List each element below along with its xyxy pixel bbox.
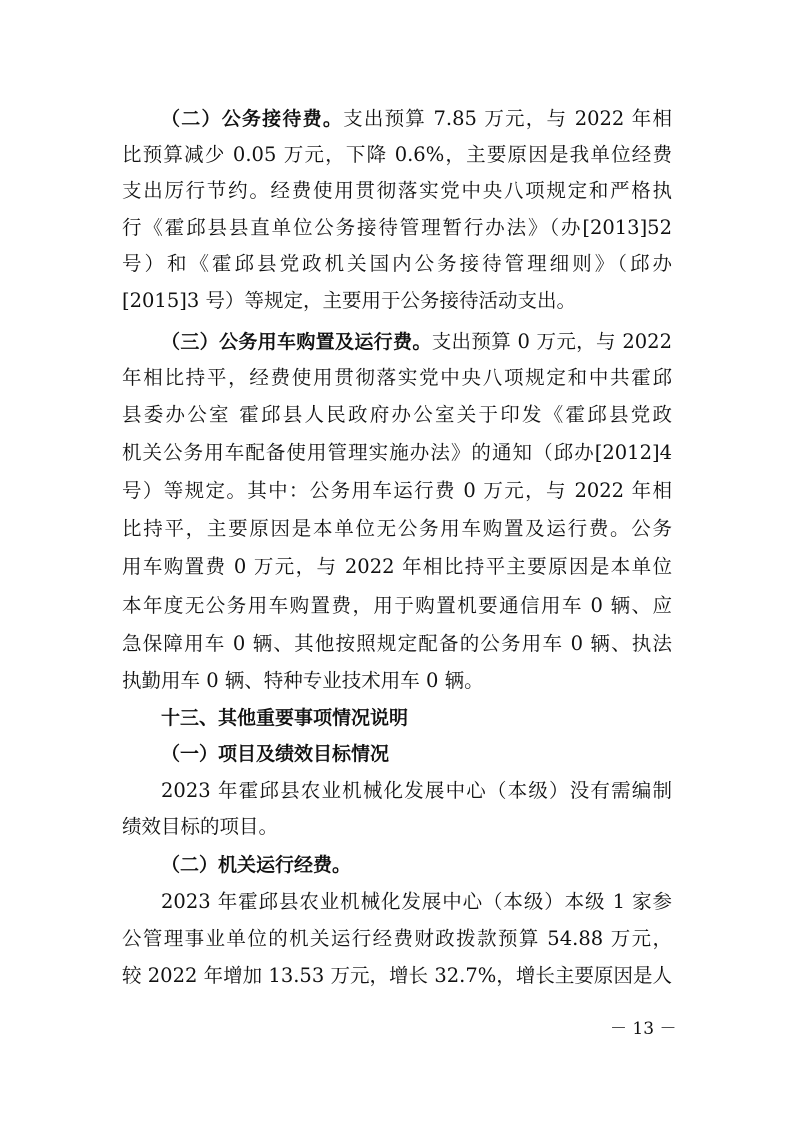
- subsection-heading: （一）项目及绩效目标情况: [161, 743, 390, 765]
- subsection-heading: （二）机关运行经费。: [161, 854, 352, 876]
- paragraph-line: 急保障用车 0 辆、其他按照规定配备的公务用车 0 辆、执法: [122, 632, 672, 655]
- paragraph-line: 年相比持平，经费使用贯彻落实党中央八项规定和中共霍邱: [122, 366, 672, 389]
- paragraph-line: 用车购置费 0 万元，与 2022 年相比持平主要原因是本单位: [122, 555, 672, 578]
- paragraph-text: 支出预算 0 万元，与 2022: [431, 330, 672, 353]
- paragraph-line: 县委办公室 霍邱县人民政府办公室关于印发《霍邱县党政: [122, 403, 672, 426]
- paragraph-line: 行《霍邱县县直单位公务接待管理暂行办法》（办[2013]52: [122, 216, 672, 239]
- paragraph-line: 比预算减少 0.05 万元，下降 0.6%，主要原因是我单位经费: [122, 143, 672, 166]
- page-number: － 13 －: [610, 1019, 677, 1039]
- paragraph-line: 本年度无公务用车购置费，用于购置机要通信用车 0 辆、应: [122, 594, 672, 617]
- paragraph-line: [161, 107, 672, 131]
- paragraph-line: 比持平，主要原因是本单位无公务用车购置及运行费。公务: [122, 517, 672, 540]
- paragraph-line: 号）和《霍邱县党政机关国内公务接待管理细则》（邱办: [122, 252, 672, 275]
- paragraph-line: [2015]3 号）等规定，主要用于公务接待活动支出。: [122, 289, 576, 312]
- paragraph-line: 2023 年霍邱县农业机械化发展中心（本级）本级 1 家参: [161, 890, 672, 913]
- paragraph-line: 绩效目标的项目。: [122, 815, 279, 838]
- section-heading: （三）公务用车购置及运行费。: [161, 331, 432, 353]
- paragraph-line: 支出厉行节约。经费使用贯彻落实党中央八项规定和严格执: [122, 179, 672, 202]
- paragraph-line: 机关公务用车配备使用管理实施办法》的通知（邱办[2012]4: [122, 441, 672, 464]
- paragraph-line: [161, 330, 672, 354]
- paragraph-text: 支出预算 7.85 万元，与 2022 年相: [343, 107, 672, 130]
- paragraph-line: 较 2022 年增加 13.53 万元，增长 32.7%，增长主要原因是人: [122, 964, 672, 987]
- paragraph-line: 公管理事业单位的机关运行经费财政拨款预算 54.88 万元，: [122, 927, 672, 950]
- section-heading: （二）公务接待费。: [161, 108, 344, 130]
- section-heading: 十三、其他重要事项情况说明: [161, 707, 409, 729]
- paragraph-line: 执勤用车 0 辆、特种专业技术用车 0 辆。: [122, 669, 484, 692]
- paragraph-line: 2023 年霍邱县农业机械化发展中心（本级）没有需编制: [161, 779, 672, 802]
- paragraph-line: 号）等规定。其中：公务用车运行费 0 万元，与 2022 年相: [122, 479, 672, 502]
